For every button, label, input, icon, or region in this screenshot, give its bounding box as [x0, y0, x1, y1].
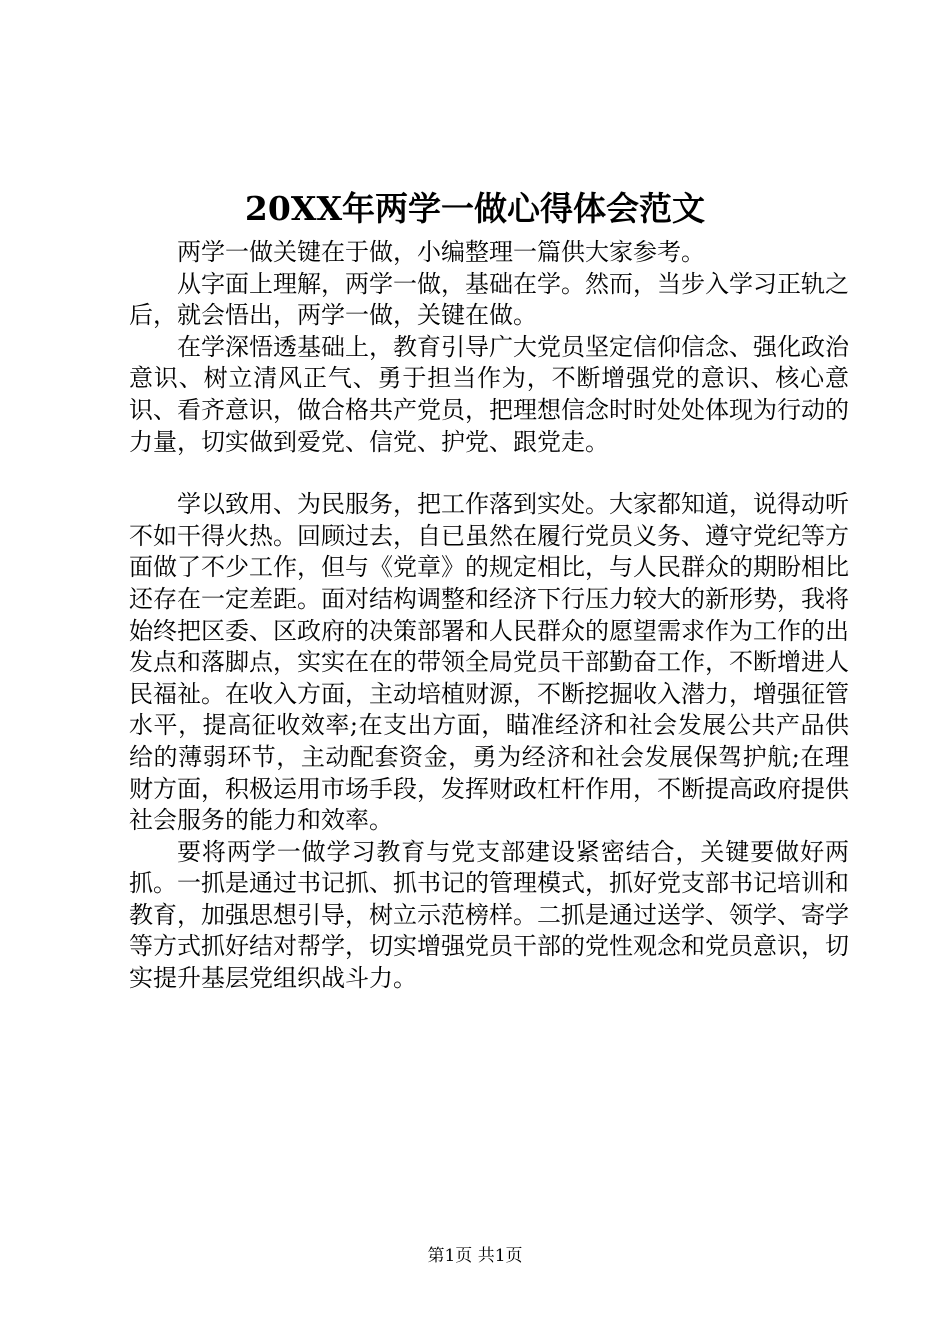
paragraph-intro: 两学一做关键在于做，小编整理一篇供大家参考。 — [177, 238, 705, 266]
document-title: 20XX年两学一做心得体会范文 — [244, 189, 706, 228]
paragraph-serve-people: 学以致用、为民服务，把工作落到实处。大家都知道，说得动听不如干得火热。回顾过去，自已虽然在履行党员义务、遵守党纪等方面做了不少工作，但与《党章》的规定相比，与人民群众的期盼相比还存在一定差距。面对结构调整和经济下行压力较大的新形势，我将始终把区委、区政府的决策部署和人民群众的愿望需求作为工作的出发点和落脚点，实实在在的带领全局党员干部勤奋工作，不断增进人民福祉。在收入方面，主动培植财源，不断挖掘收入潜力，增强征管水平，提高征收效率;在支出方面，瞄准经济和社会发展公共产品供给的薄弱环节，主动配套资金，勇为经济和社会发展保驾护航;在理财方面，积极运用市场手段，发挥财政杠杆作用，不断提高政府提供社会服务的能力和效率。 — [129, 490, 849, 835]
paragraph-literal-meaning: 从字面上理解，两学一做，基础在学。然而，当步入学习正轨之后，就会悟出，两学一做，关键在做。 — [129, 269, 849, 330]
paragraph-two-grasps: 要将两学一做学习教育与党支部建设紧密结合，关键要做好两抓。一抓是通过书记抓、抓书记的管理模式，抓好党支部书记培训和教育，加强思想引导，树立示范榜样。二抓是通过送学、领学、寄学等方式抓好结对帮学，切实增强党员干部的党性观念和党员意识，切实提升基层党组织战斗力。 — [129, 837, 849, 993]
paragraph-deep-study: 在学深悟透基础上，教育引导广大党员坚定信仰信念、强化政治意识、树立清风正气、勇于担当作为，不断增强党的意识、核心意识、看齐意识，做合格共产党员，把理想信念时时处处体现为行动的力量，切实做到爱党、信党、护党、跟党走。 — [129, 332, 849, 456]
page-number-footer: 第1页 共1页 — [427, 1246, 523, 1266]
document-body — [129, 237, 849, 995]
